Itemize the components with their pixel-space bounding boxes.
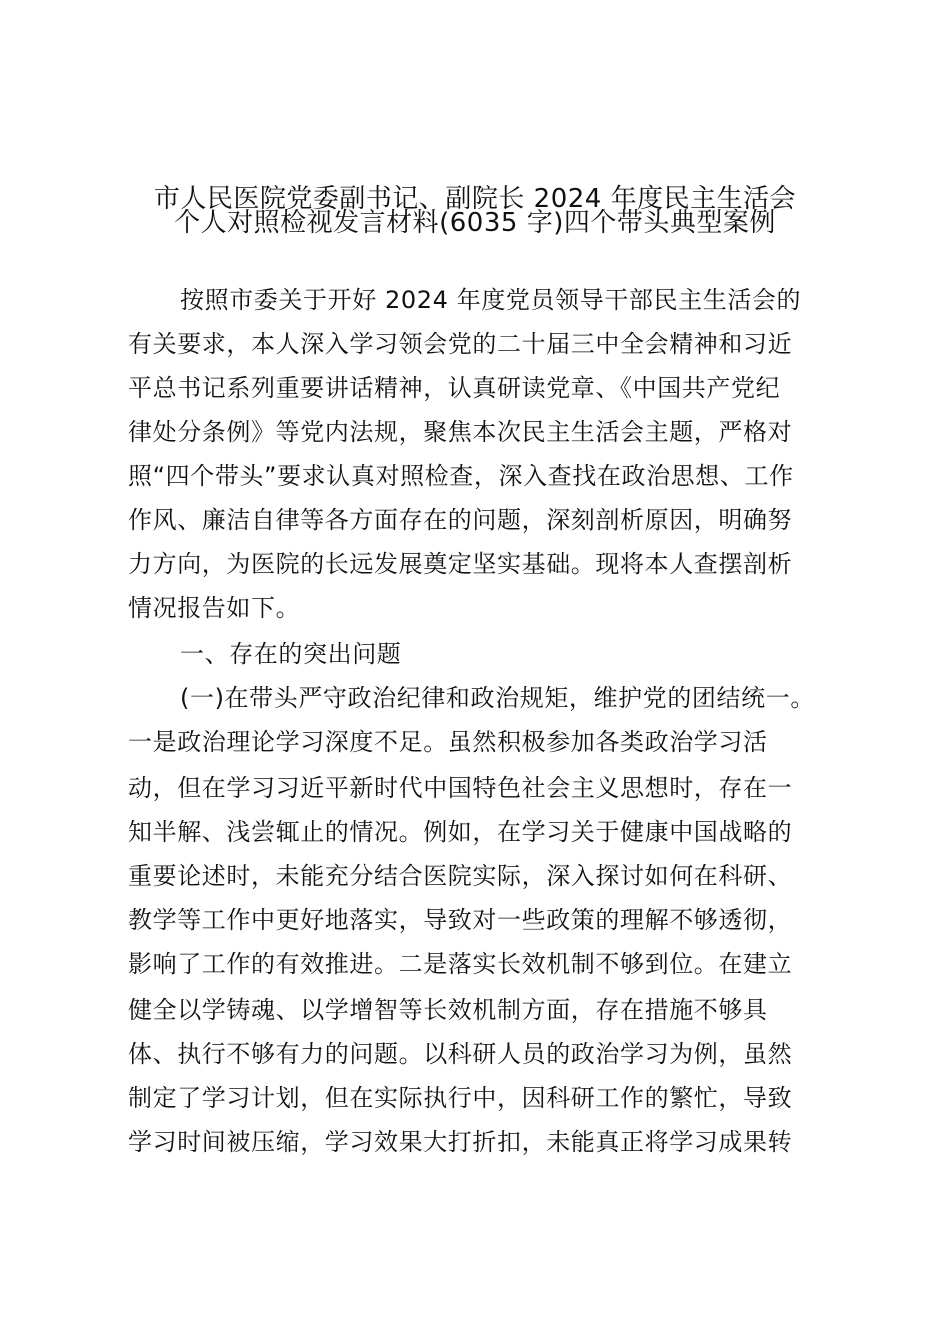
paragraph-line: 制定了学习计划，但在实际执行中，因科研工作的繁忙，导致	[128, 1084, 793, 1112]
paragraph-line: 照“四个带头”要求认真对照检查，深入查找在政治思想、工作	[128, 462, 794, 490]
section-heading: 一、存在的突出问题	[180, 640, 402, 668]
paragraph-line: 重要论述时，未能充分结合医院实际，深入探讨如何在科研、	[128, 862, 793, 890]
paragraph-line: 体、执行不够有力的问题。以科研人员的政治学习为例，虽然	[128, 1040, 793, 1068]
subsection-heading: (一)在带头严守政治纪律和政治规矩，维护党的团结统一。	[180, 684, 815, 712]
paragraph-line: 平总书记系列重要讲话精神，认真研读党章、《中国共产党纪	[128, 374, 781, 402]
paragraph-line: 一是政治理论学习深度不足。虽然积极参加各类政治学习活	[128, 728, 768, 756]
paragraph-line: 教学等工作中更好地落实，导致对一些政策的理解不够透彻，	[128, 906, 793, 934]
paragraph-line: 知半解、浅尝辄止的情况。例如，在学习关于健康中国战略的	[128, 818, 793, 846]
paragraph-line: 情况报告如下。	[128, 594, 301, 622]
paragraph-line: 力方向，为医院的长远发展奠定坚实基础。现将本人查摆剖析	[128, 550, 793, 578]
paragraph-line: 动，但在学习习近平新时代中国特色社会主义思想时，存在一	[128, 774, 793, 802]
paragraph-line: 影响了工作的有效推进。二是落实长效机制不够到位。在建立	[128, 950, 793, 978]
paragraph-line: 作风、廉洁自律等各方面存在的问题，深刻剖析原因，明确努	[128, 506, 793, 534]
paragraph-line: 按照市委关于开好 2024 年度党员领导干部民主生活会的	[180, 286, 802, 314]
document-title-line-2: 个人对照检视发言材料(6035 字)四个带头典型案例	[174, 208, 776, 238]
paragraph-line: 有关要求，本人深入学习领会党的二十届三中全会精神和习近	[128, 330, 793, 358]
document-title-line-1: 市人民医院党委副书记、副院长 2024 年度民主生活会	[153, 184, 797, 214]
paragraph-line: 健全以学铸魂、以学增智等长效机制方面，存在措施不够具	[128, 996, 768, 1024]
paragraph-line: 律处分条例》等党内法规，聚焦本次民主生活会主题，严格对	[128, 418, 793, 446]
paragraph-line: 学习时间被压缩，学习效果大打折扣，未能真正将学习成果转	[128, 1128, 793, 1156]
